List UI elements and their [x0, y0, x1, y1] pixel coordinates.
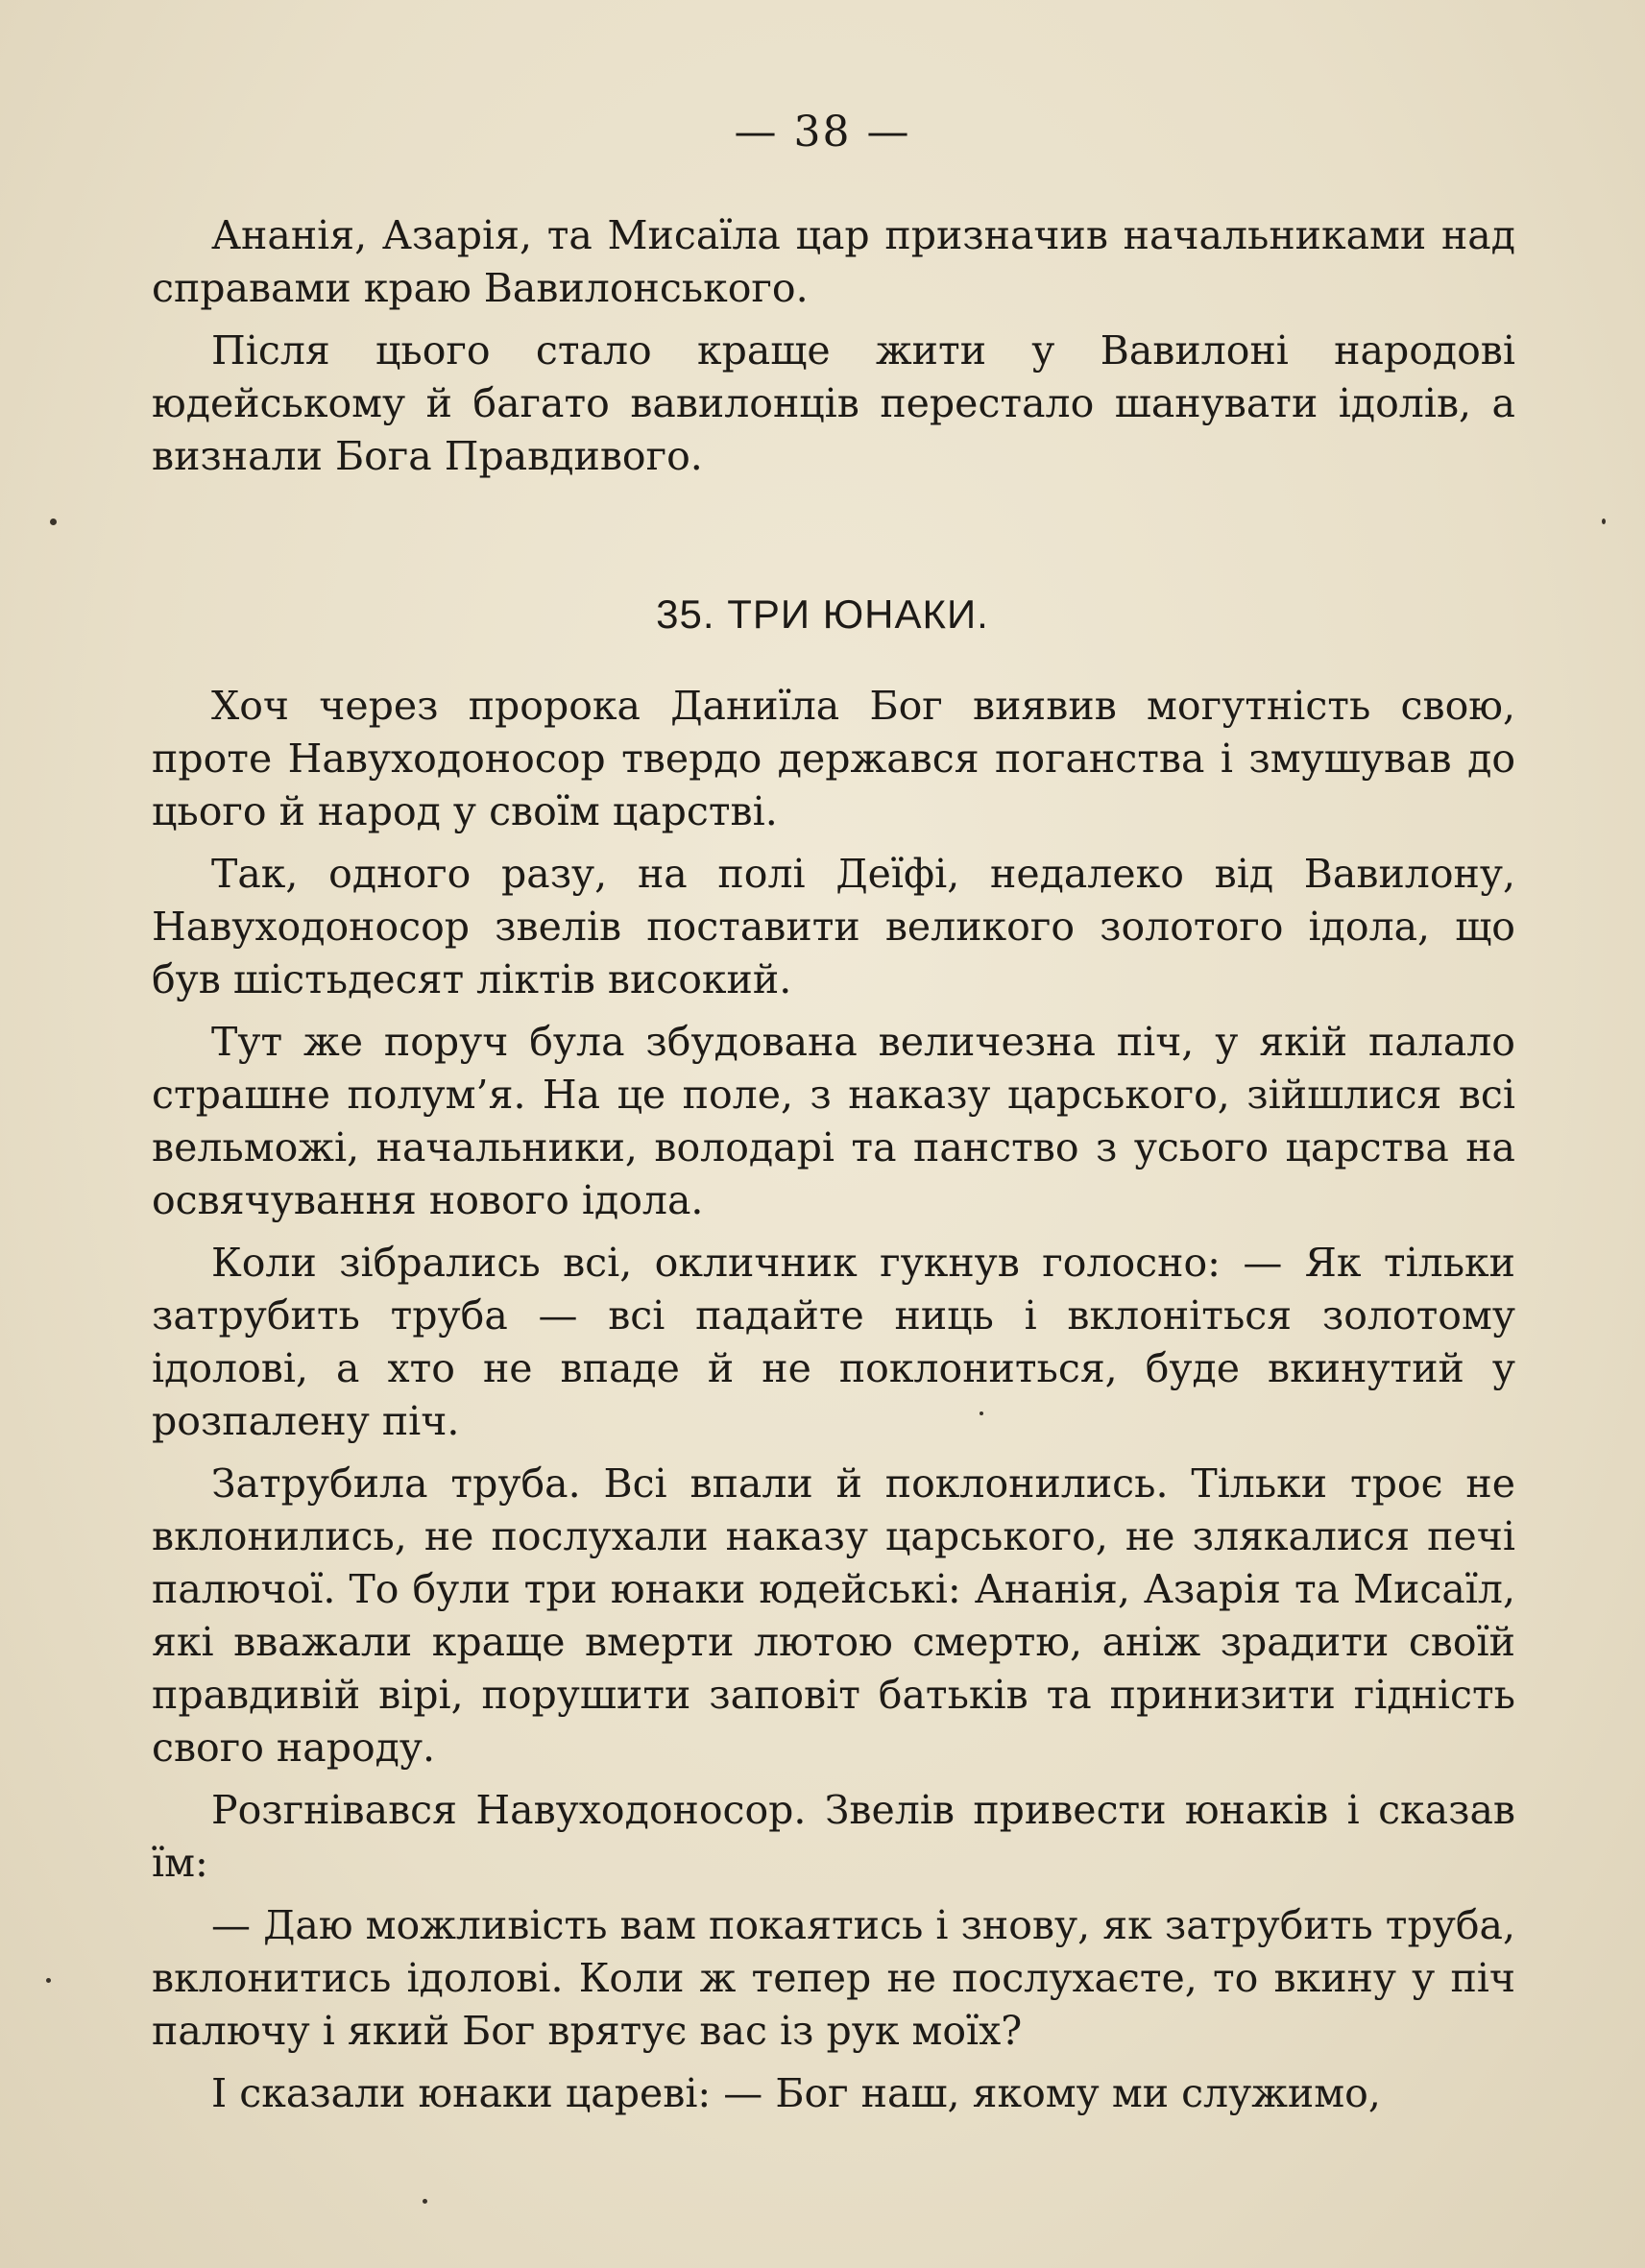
paragraph: Тут же поруч була збудована величезна піч, у якій палало страшне полум’я. На це поле, з наказу царського, зійшлися всі вельможі, начальники, володарі та панство з усього царства на освячування нового ідола.: [152, 1019, 1515, 1223]
paper-speck: [1602, 519, 1606, 524]
paragraph: І сказали юнаки цареві: — Бог наш, якому ми служимо,: [211, 2070, 1381, 2116]
chapter-title: 35. ТРИ ЮНАКИ.: [656, 591, 989, 637]
paper-speck: [980, 1411, 983, 1415]
paragraph: Хоч через пророка Даниїла Бог виявив могутність свою, проте Навуходоносор твердо держався поганства і змушував до цього й народ у своїм царстві.: [152, 683, 1515, 834]
paragraph: Ананія, Азарія, та Мисаїла цар призначив начальниками над справами краю Вавилонського.: [152, 212, 1515, 311]
paragraph: Після цього стало краще жити у Вавилоні народові юдейському й багато вавилонців перестало шанувати ідолів, а визнали Бога Правдивого.: [152, 327, 1515, 479]
paragraph: Так, одного разу, на полі Деїфі, недалеко від Вавилону, Навуходоносор звелів поставити великого золотого ідола, що був шістьдесят ліктів високий.: [152, 851, 1515, 1002]
intro-text: [152, 209, 1515, 493]
page-number: — 38 —: [734, 108, 911, 157]
paper-speck: [50, 519, 57, 525]
paragraph: Затрубила труба. Всі впали й поклонились. Тільки троє не вклонились, не послухали наказу царського, не злякалися печі палючої. То були три юнаки юдейські: Ананія, Азарія та Мисаїл, які вважали краще вмерти лютою смертю, аніж зрадити своїй правдивій вірі, порушити заповіт батьків та принизити гідність свого народу.: [152, 1460, 1515, 1771]
paragraph: Коли зібрались всі, окличник гукнув голосно: — Як тільки затрубить труба — всі падайте ниць і вклоніться золотому ідолові, а хто не впаде й не поклониться, буде вкинутий у розпалену піч.: [152, 1240, 1515, 1444]
paragraph: — Даю можливість вам покаятись і знову, як затрубить труба, вклонитись ідолові. Коли ж тепер не послухаєте, то вкину у піч палючу і який Бог врятує вас із рук моїх?: [152, 1902, 1515, 2054]
chapter-text: [152, 680, 1515, 2130]
paragraph: Розгнівався Навуходоносор. Звелів привести юнаків і сказав їм:: [152, 1787, 1515, 1886]
paper-speck: [423, 2199, 427, 2204]
paper-speck: [46, 1978, 51, 1983]
